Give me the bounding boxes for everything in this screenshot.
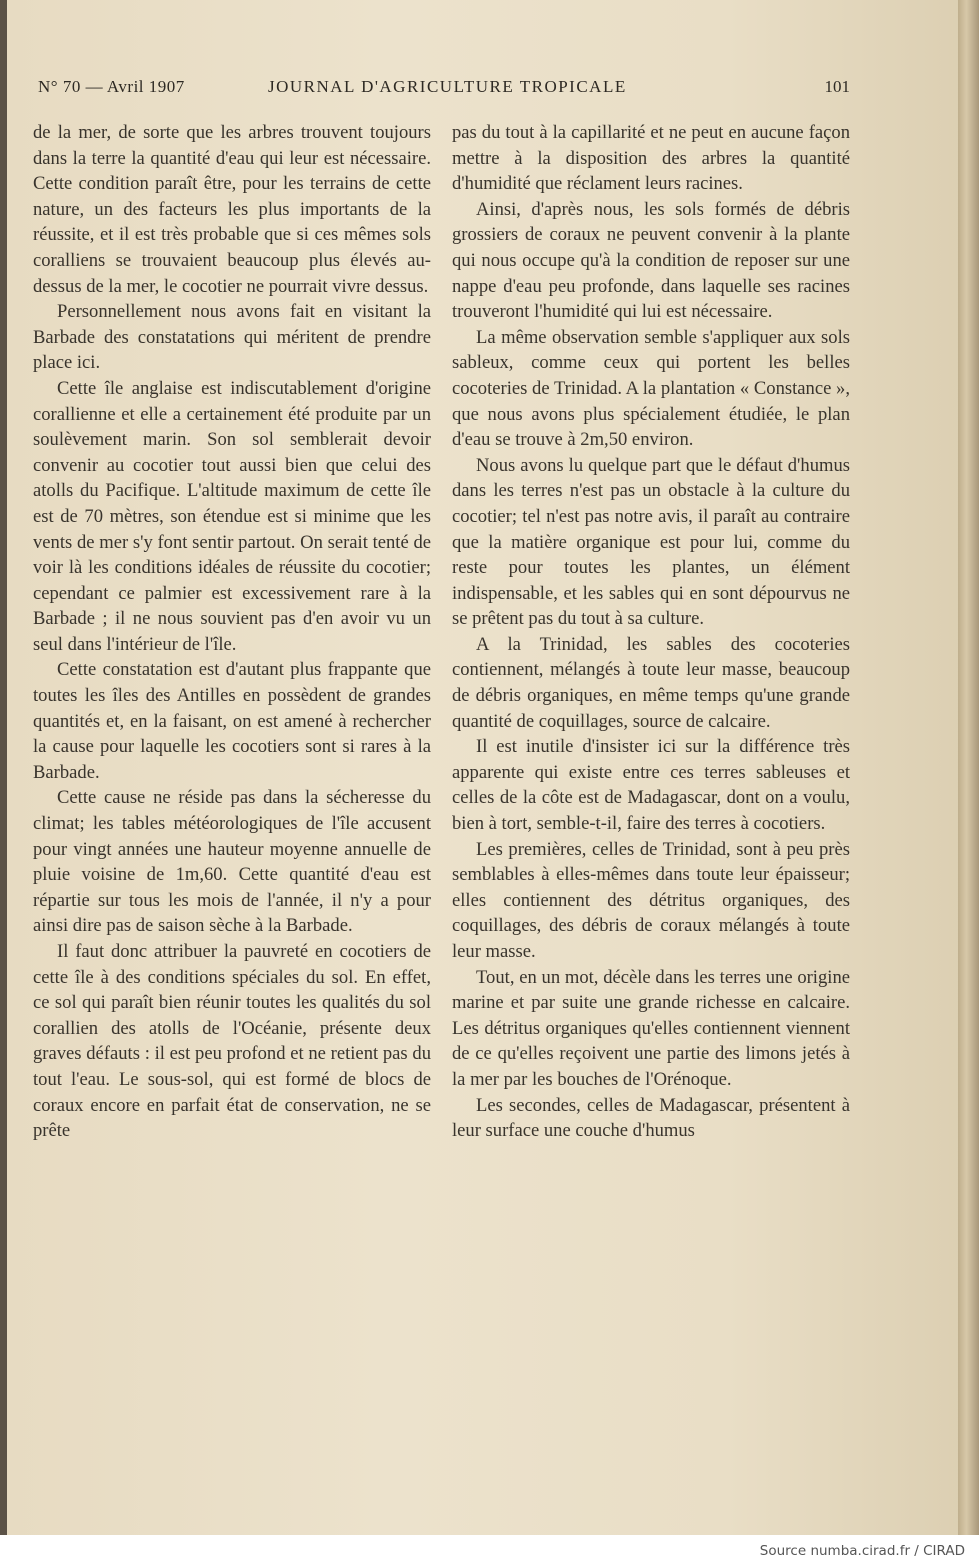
- paragraph: pas du tout à la capillarité et ne peut en aucune façon mettre à la disposition des arbres la quantité d'humidité que réclament leurs racines.: [452, 122, 850, 195]
- paragraph: Il est inutile d'insister ici sur la différence très apparente qui existe entre ces terres sableuses et celles de la côte est de Madagascar, dont on a voulu, bien à tort, semble-t-il, faire des terres à cocotiers.: [452, 736, 850, 835]
- source-credit: Source numba.cirad.fr / CIRAD: [759, 1543, 965, 1559]
- paragraph: Cette cause ne réside pas dans la sécheresse du climat; les tables météorologiques de l'île accusent pour vingt années une hauteur moyenne annuelle de pluie voisine de 1m,60. Cette quantité d'eau est répartie sur tous les mois de l'année, il n'y a pour ainsi dire pas de saison sèche à la Barbade.: [33, 787, 431, 937]
- paragraph: Les secondes, celles de Madagascar, présentent à leur surface une couche d'humus: [452, 1094, 850, 1142]
- paragraph: A la Trinidad, les sables des cocoteries contiennent, mélangés à toute leur masse, beaucoup de débris organiques, en même temps qu'une grande quantité de coquillages, source de calcaire.: [452, 633, 850, 732]
- paragraph: Cette île anglaise est indiscutablement d'origine corallienne et elle a certainement été produite par un soulèvement marin. Son sol semblerait devoir convenir au cocotier tout aussi bien que celui des atolls du Pacifique. L'altitude maximum de cette île est de 70 mètres, son étendue est si minime que les vents de mer s'y font sentir partout. On serait tenté de voir là les conditions idéales de réussite du cocotier; cependant ce palmier est excessivement rare à la Barbade ; il ne nous souvient pas d'en avoir vu un seul dans l'intérieur de l'île.: [33, 377, 431, 655]
- paragraph: La même observation semble s'appliquer aux sols sableux, comme ceux qui portent les belles cocoteries de Trinidad. A la plantation « Constance », que nous avons plus spécialement étudiée, le plan d'eau se trouve à 2m,50 environ.: [452, 326, 850, 451]
- left-text-column: [33, 120, 431, 1144]
- viewer-footer: [0, 1535, 979, 1566]
- running-header: [38, 77, 850, 99]
- journal-title: JOURNAL D'AGRICULTURE TROPICALE: [268, 77, 627, 96]
- paragraph: Tout, en un mot, décèle dans les terres une origine marine et par suite une grande richesse en calcaire. Les détritus organiques qu'elles contiennent viennent de ce qu'elles reçoivent une partie des limons jetés à la mer par les bouches de l'Orénoque.: [452, 966, 850, 1090]
- paragraph: Cette constatation est d'autant plus frappante que toutes les îles des Antilles en possèdent de grandes quantités et, en la faisant, on est amené à rechercher la cause pour laquelle les cocotiers sont si rares à la Barbade.: [33, 659, 431, 783]
- paragraph: Nous avons lu quelque part que le défaut d'humus dans les terres n'est pas un obstacle à la culture du cocotier; tel n'est pas notre avis, il paraît au contraire que la matière organique est pour lui, comme du reste pour toutes les plantes, un élément indispensable, et les sables qui en sont dépourvus ne se prêtent pas du tout à sa culture.: [452, 454, 850, 630]
- page-stack-edge: [958, 0, 979, 1535]
- paragraph: Personnellement nous avons fait en visitant la Barbade des constatations qui méritent de prendre place ici.: [33, 301, 431, 374]
- issue-date: N° 70 — Avril 1907: [38, 77, 185, 96]
- paragraph: Les premières, celles de Trinidad, sont à peu près semblables à elles-mêmes dans toute leur épaisseur; elles contiennent des détritus organiques, des coquillages, des débris de coraux mélangés à toute leur masse.: [452, 838, 850, 962]
- paragraph: de la mer, de sorte que les arbres trouvent toujours dans la terre la quantité d'eau qui leur est nécessaire. Cette condition paraît être, pour les terrains de cette nature, un des facteurs les plus importants de la réussite, et il est très probable que si ces mêmes sols coralliens se trouvaient beaucoup plus élevés au-dessus de la mer, le cocotier ne pourrait vivre dessus.: [33, 122, 431, 297]
- book-binding-edge: [0, 0, 7, 1535]
- paragraph: Il faut donc attribuer la pauvreté en cocotiers de cette île à des conditions spéciales du sol. En effet, ce sol qui paraît bien réunir toutes les qualités du sol corallien des atolls de l'Océanie, présente deux graves défauts : il est peu profond et ne retient pas du tout l'eau. Le sous-sol, qui est formé de blocs de coraux encore en parfait état de conservation, ne se prête: [33, 941, 431, 1142]
- paragraph: Ainsi, d'après nous, les sols formés de débris grossiers de coraux ne peuvent convenir à la plante qui nous occupe qu'à la condition de reposer sur une nappe d'eau peu profonde, dans laquelle ses racines trouveront l'humidité qui lui est nécessaire.: [452, 198, 850, 323]
- page-number: 101: [824, 77, 850, 96]
- right-text-column: [452, 120, 850, 1144]
